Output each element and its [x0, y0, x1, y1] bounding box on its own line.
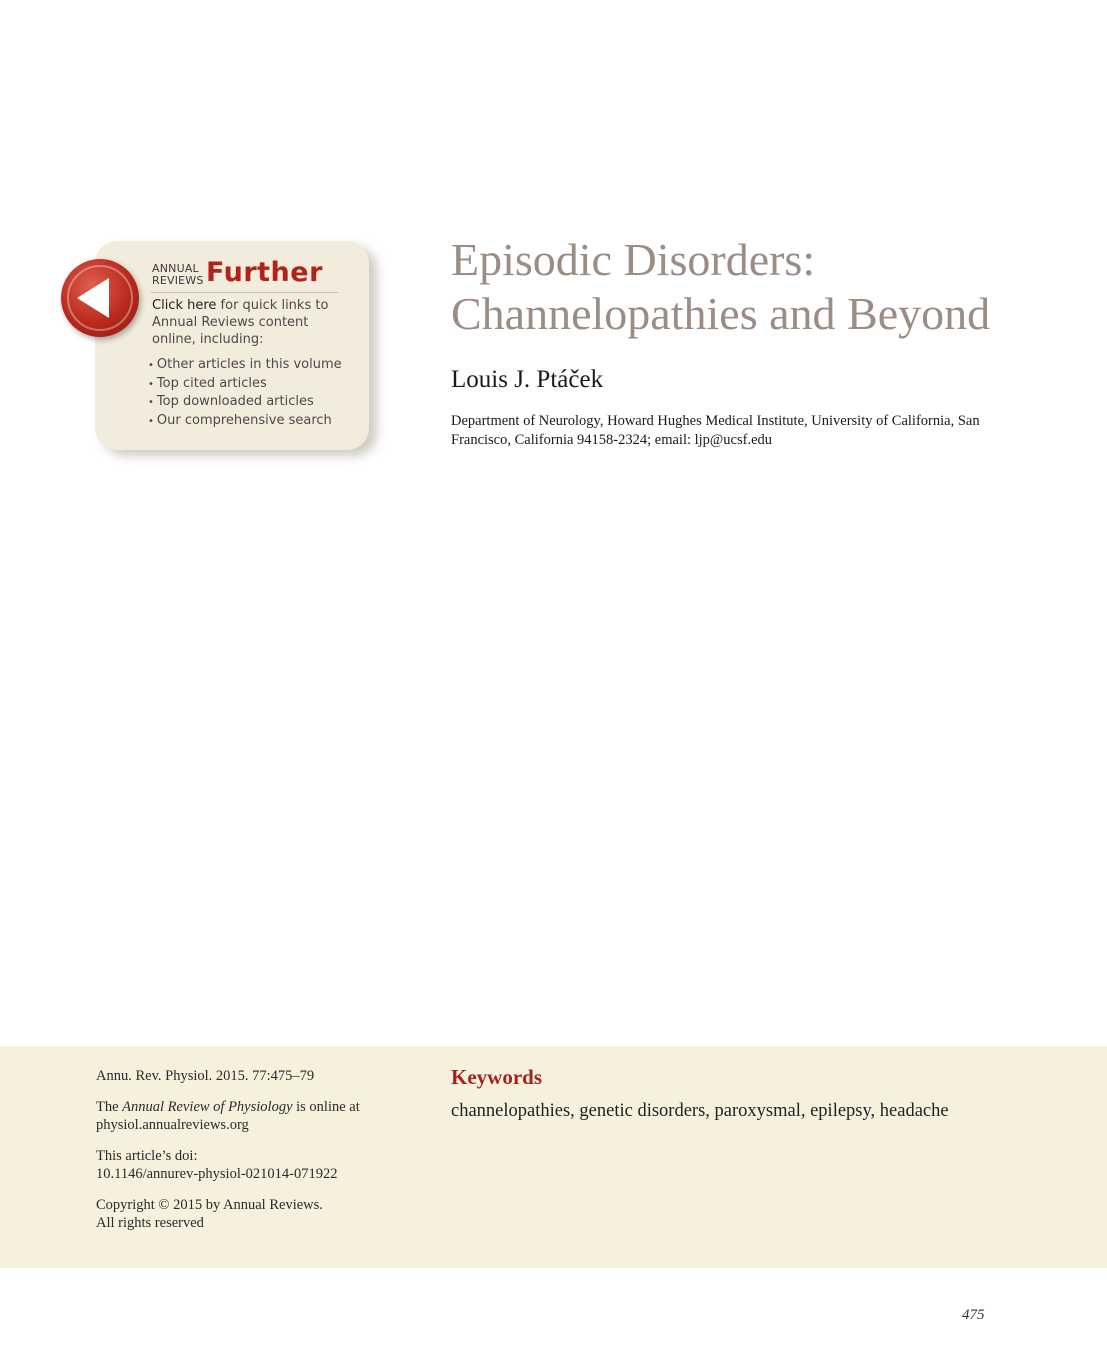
divider: [151, 292, 338, 293]
further-title: Further: [206, 257, 323, 288]
keywords-list: channelopathies, genetic disorders, paroxysmal, epilepsy, headache: [451, 1101, 949, 1121]
further-arrow-button[interactable]: [61, 259, 139, 337]
page-number: 475: [962, 1307, 985, 1323]
article-metadata: [96, 1067, 396, 1245]
author-affiliation: Department of Neurology, Howard Hughes Medical Institute, University of California, San Francisco, California 94158-2324; email: ljp@ucsf.edu: [451, 413, 980, 448]
further-links-list: [148, 356, 342, 430]
further-link-top-downloaded[interactable]: • Top downloaded articles: [148, 393, 342, 412]
click-here-link[interactable]: Click here: [152, 298, 217, 313]
article-title: Episodic Disorders: Channelopathies and Beyond: [451, 234, 991, 339]
doi-info: This article’s doi: 10.1146/annurev-physiol-021014-071922: [96, 1147, 338, 1182]
author-name: Louis J. Ptáček: [451, 366, 604, 393]
annual-reviews-logo-text: ANNUAL REVIEWS: [152, 262, 204, 287]
keywords-heading: Keywords: [451, 1065, 542, 1089]
back-arrow-icon: [61, 259, 139, 337]
further-link-search[interactable]: • Our comprehensive search: [148, 412, 342, 431]
doi-link[interactable]: 10.1146/annurev-physiol-021014-071922: [96, 1166, 338, 1182]
citation: Annu. Rev. Physiol. 2015. 77:475–79: [96, 1068, 315, 1084]
further-intro: Click here for quick links to Annual Reviews content online, including:: [152, 298, 329, 347]
further-link-top-cited[interactable]: • Top cited articles: [148, 375, 342, 394]
further-link-other-articles[interactable]: • Other articles in this volume: [148, 356, 342, 375]
online-note: The Annual Review of Physiology is online at physiol.annualreviews.org: [96, 1098, 360, 1133]
copyright: Copyright © 2015 by Annual Reviews. All rights reserved: [96, 1196, 323, 1231]
